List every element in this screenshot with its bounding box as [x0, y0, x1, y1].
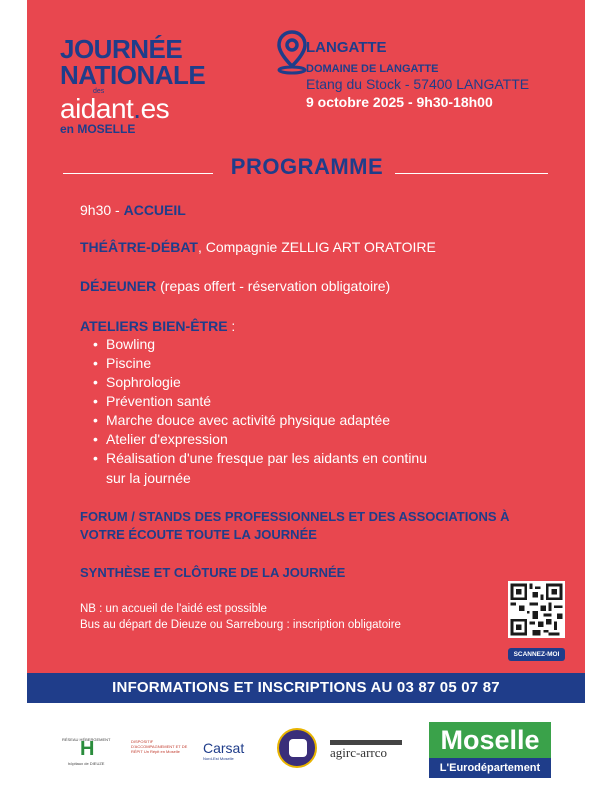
agirc-name: agirc-arrco: [330, 745, 388, 760]
nb-line-2: Bus au départ de Dieuze ou Sarrebourg : inscription obligatoire: [80, 619, 401, 631]
forum-line-2: VOTRE ÉCOUTE TOUTE LA JOURNÉE: [80, 527, 317, 542]
programme-item-accueil: [80, 200, 186, 220]
list-item: • Prévention santé: [106, 392, 211, 411]
carsat-name: Carsat: [203, 740, 245, 756]
partner-badge-logo: [277, 728, 317, 768]
divider-right: [395, 173, 548, 174]
logo-line-1: JOURNÉE: [60, 34, 183, 64]
hopitaux-dieuze-logo: [62, 737, 122, 767]
list-item: • Bowling: [106, 335, 155, 354]
ateliers-colon: :: [227, 318, 236, 334]
logo-brand: [60, 93, 210, 124]
logo-brand-dot: .: [133, 93, 141, 124]
accueil-label: ACCUEIL: [123, 202, 186, 218]
event-poster: [27, 0, 585, 703]
carsat-logo: [203, 740, 265, 764]
list-item: • Piscine: [106, 354, 151, 373]
location-address: Etang du Stock - 57400 LANGATTE: [306, 76, 530, 92]
theatre-label: THÉÂTRE-DÉBAT: [80, 239, 198, 255]
carsat-sub: Nord-Est Moselle: [203, 756, 234, 761]
list-item: • Sophrologie: [106, 373, 181, 392]
moselle-tagline: L'Eurodépartement: [429, 758, 551, 778]
map-pin-icon: [277, 30, 307, 76]
accueil-time: 9h30 -: [80, 202, 124, 218]
location-venue: DOMAINE DE LANGATTE: [306, 63, 439, 75]
programme-title: PROGRAMME: [230, 154, 384, 179]
list-item: • Réalisation d'une fresque par les aidants en continu: [106, 449, 427, 468]
ateliers-label: ATELIERS BIEN-ÊTRE: [80, 318, 228, 334]
logo-region: en MOSELLE: [60, 122, 136, 136]
list-item: • Marche douce avec activité physique adaptée: [106, 411, 390, 430]
info-registration-bar: INFORMATIONS ET INSCRIPTIONS AU 03 87 05 07 87: [27, 673, 585, 703]
divider-left: [63, 173, 213, 174]
moselle-logo: [429, 722, 551, 780]
event-location: [306, 38, 566, 112]
event-logo: [60, 36, 210, 136]
badge-emblem-icon: [289, 739, 307, 757]
programme-heading: [27, 154, 585, 184]
scan-me-label: SCANNEZ-MOI: [508, 648, 565, 661]
programme-item-dejeuner: [80, 276, 390, 296]
programme-item-theatre: [80, 237, 436, 257]
dejeuner-label: DÉJEUNER: [80, 278, 157, 294]
logo-small-text: des: [93, 88, 105, 95]
partner-logos: [0, 720, 612, 780]
logo-line-2: NATIONALE: [60, 60, 206, 90]
moselle-name: Moselle: [429, 722, 551, 758]
synthese-label: SYNTHÈSE ET CLÔTURE DE LA JOURNÉE: [80, 565, 346, 580]
qr-code-icon[interactable]: [508, 581, 565, 638]
logo-brand-word: aidant: [60, 93, 134, 124]
agirc-arrco-logo: [330, 740, 402, 768]
event-date: 9 octobre 2025 - 9h30-18h00: [306, 94, 493, 110]
hopitaux-name: hôpitaux de DIEUZE: [68, 761, 105, 766]
logo-brand-suffix: es: [140, 93, 170, 124]
dejeuner-detail: (repas offert - réservation obligatoire): [156, 278, 391, 294]
theatre-detail: , Compagnie ZELLIG ART ORATOIRE: [197, 239, 436, 255]
programme-item-ateliers: [80, 316, 235, 336]
list-item: • Atelier d'expression: [106, 430, 228, 449]
hopitaux-top-text: RÉSEAU HÉBERGEMENT: [62, 737, 111, 742]
nb-line-1: NB : un accueil de l'aidé est possible: [80, 603, 267, 615]
hospital-h-icon: H: [80, 738, 95, 760]
repit-moselle-logo: DISPOSITIF D'ACCOMPAGNEMENT ET DE RÉPIT Un Répit en Moselle: [131, 739, 188, 754]
location-city: LANGATTE: [306, 39, 387, 56]
forum-line-1: FORUM / STANDS DES PROFESSIONNELS ET DES ASSOCIATIONS À: [80, 509, 510, 524]
list-item-continuation: sur la journée: [106, 470, 191, 486]
